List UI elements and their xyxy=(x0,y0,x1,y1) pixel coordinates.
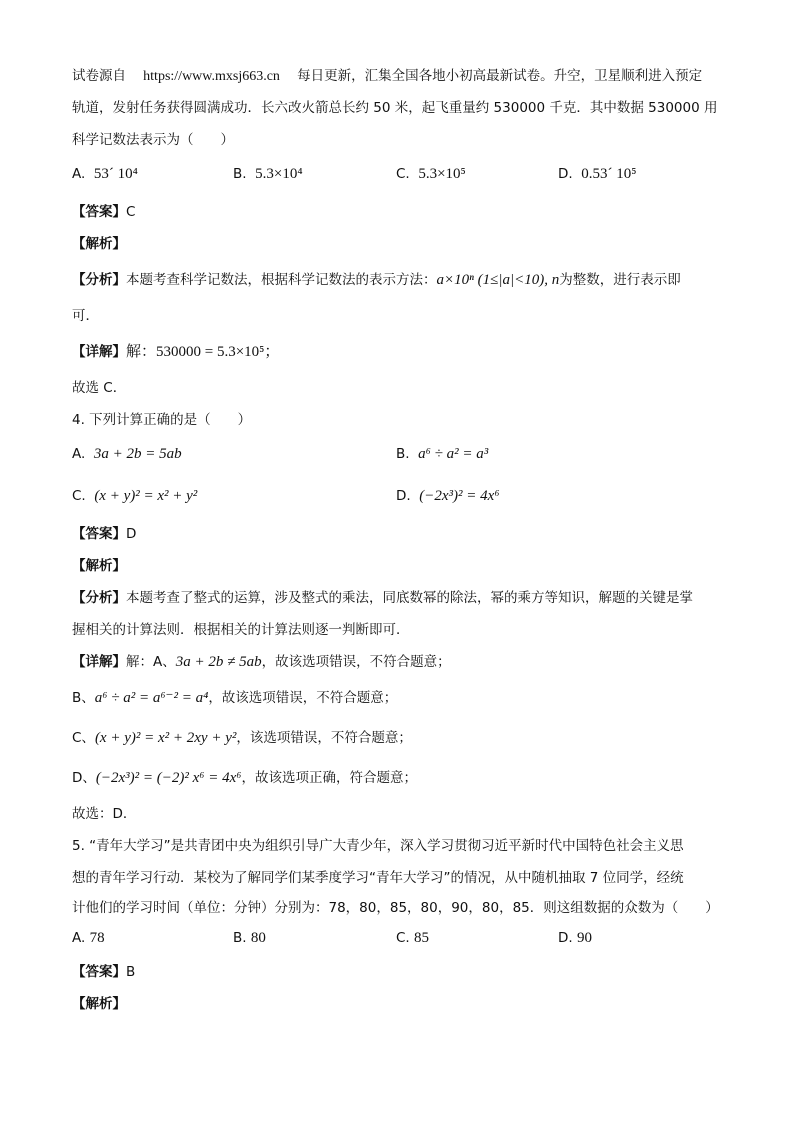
q3-line-1 xyxy=(72,66,702,87)
q3-detail xyxy=(72,342,279,362)
q4-detail-d: D、(−2x³)² = (−2)² x⁶ = 4x⁶，故该选项正确，符合题意； xyxy=(72,770,418,786)
q4-detail-a: 【详解】解：A、3a + 2b ≠ 5ab，故该选项错误，不符合题意； xyxy=(72,654,451,670)
q3-option-b[interactable]: B. 5.3×10⁴ xyxy=(233,166,303,182)
q5-answer xyxy=(72,962,135,982)
q5-stem-line2: 想的青年学习行动．某校为了解同学们某季度学习“青年大学习”的情况，从中随机抽取 7 位同学，经统 xyxy=(72,870,684,886)
q3-conclusion: 故选 C． xyxy=(72,380,127,396)
q3-fenxi xyxy=(72,270,681,290)
answer-tag: 【答案】 xyxy=(72,204,126,220)
q4-analysis-tag: 【解析】 xyxy=(72,558,126,574)
q5-analysis-tag: 【解析】 xyxy=(72,996,126,1012)
detail-tag: 【详解】 xyxy=(72,654,126,670)
q4-option-b[interactable]: B. a⁶ ÷ a² = a³ xyxy=(396,446,489,462)
answer-tag: 【答案】 xyxy=(72,964,126,980)
q4-option-a[interactable]: A. 3a + 2b = 5ab xyxy=(72,446,182,462)
fenxi-text: 本题考查了整式的运算，涉及整式的乘法，同底数幂的除法，幂的乘方等知识，解题的关键是掌 xyxy=(126,590,693,606)
q4-stem: 4. 下列计算正确的是（ ） xyxy=(72,412,252,428)
answer-value: D xyxy=(126,526,137,542)
q5-option-d[interactable]: D. 90 xyxy=(558,930,592,946)
answer-value: B xyxy=(126,964,136,980)
q4-option-c[interactable]: C. (x + y)² = x² + y² xyxy=(72,488,198,504)
q4-fenxi-line2: 握相关的计算法则．根据相关的计算法则逐一判断即可． xyxy=(72,622,410,638)
q4-option-d[interactable]: D. (−2x³)² = 4x⁶ xyxy=(396,488,500,504)
q5-stem-line3: 计他们的学习时间（单位：分钟）分别为：78，80，85，80，90，80，85．则这组数据的众数为（ ） xyxy=(72,900,719,916)
q5-option-c[interactable]: C. 85 xyxy=(396,930,430,946)
q3-option-d[interactable]: D. 0.53´ 10⁵ xyxy=(558,166,637,182)
q4-detail-c: C、(x + y)² = x² + 2xy + y²，该选项错误，不符合题意； xyxy=(72,730,412,746)
q3-option-c[interactable]: C. 5.3×10⁵ xyxy=(396,166,466,182)
detail-text: 解：530000 = 5.3×10⁵； xyxy=(126,344,280,360)
q3-stem-part1: 升空，卫星顺利进入预定 xyxy=(553,68,703,84)
source-slogan: 每日更新，汇集全国各地小初高最新试卷。 xyxy=(297,68,554,84)
source-url[interactable]: https://www.mxsj663.cn xyxy=(143,69,280,84)
q5-stem-line1: 5. “青年大学习”是共青团中央为组织引导广大青少年，深入学习贯彻习近平新时代中国特色社会主义思 xyxy=(72,838,684,854)
detail-tag: 【详解】 xyxy=(72,344,126,360)
q5-option-a[interactable]: A. 78 xyxy=(72,930,105,946)
fenxi-formula: a×10ⁿ (1≤|a|<10), n xyxy=(436,272,560,288)
q4-detail-b: B、a⁶ ÷ a² = a⁶⁻² = a⁴，故该选项错误，不符合题意； xyxy=(72,690,398,706)
q3-analysis-tag: 【解析】 xyxy=(72,236,126,252)
q5-option-b[interactable]: B. 80 xyxy=(233,930,266,946)
q3-stem-line2: 轨道，发射任务获得圆满成功．长六改火箭总长约 50 米，起飞重量约 530000 千克．其中数据 530000 用 xyxy=(72,100,718,116)
q4-conclusion: 故选：D． xyxy=(72,806,137,822)
q3-stem-line3: 科学记数法表示为（ ） xyxy=(72,132,234,148)
fenxi-tail: 为整数，进行表示即 xyxy=(559,272,681,288)
q3-option-a[interactable]: A. 53´ 10⁴ xyxy=(72,166,138,182)
fenxi-tag: 【分析】 xyxy=(72,272,126,288)
source-label: 试卷源自 xyxy=(72,68,126,84)
q3-answer xyxy=(72,202,135,222)
q4-fenxi xyxy=(72,588,693,608)
answer-value: C xyxy=(126,204,136,220)
answer-tag: 【答案】 xyxy=(72,526,126,542)
fenxi-text: 本题考查科学记数法，根据科学记数法的表示方法： xyxy=(126,272,437,288)
fenxi-tag: 【分析】 xyxy=(72,590,126,606)
q3-fenxi-line2: 可． xyxy=(72,308,99,324)
q4-answer xyxy=(72,524,136,544)
